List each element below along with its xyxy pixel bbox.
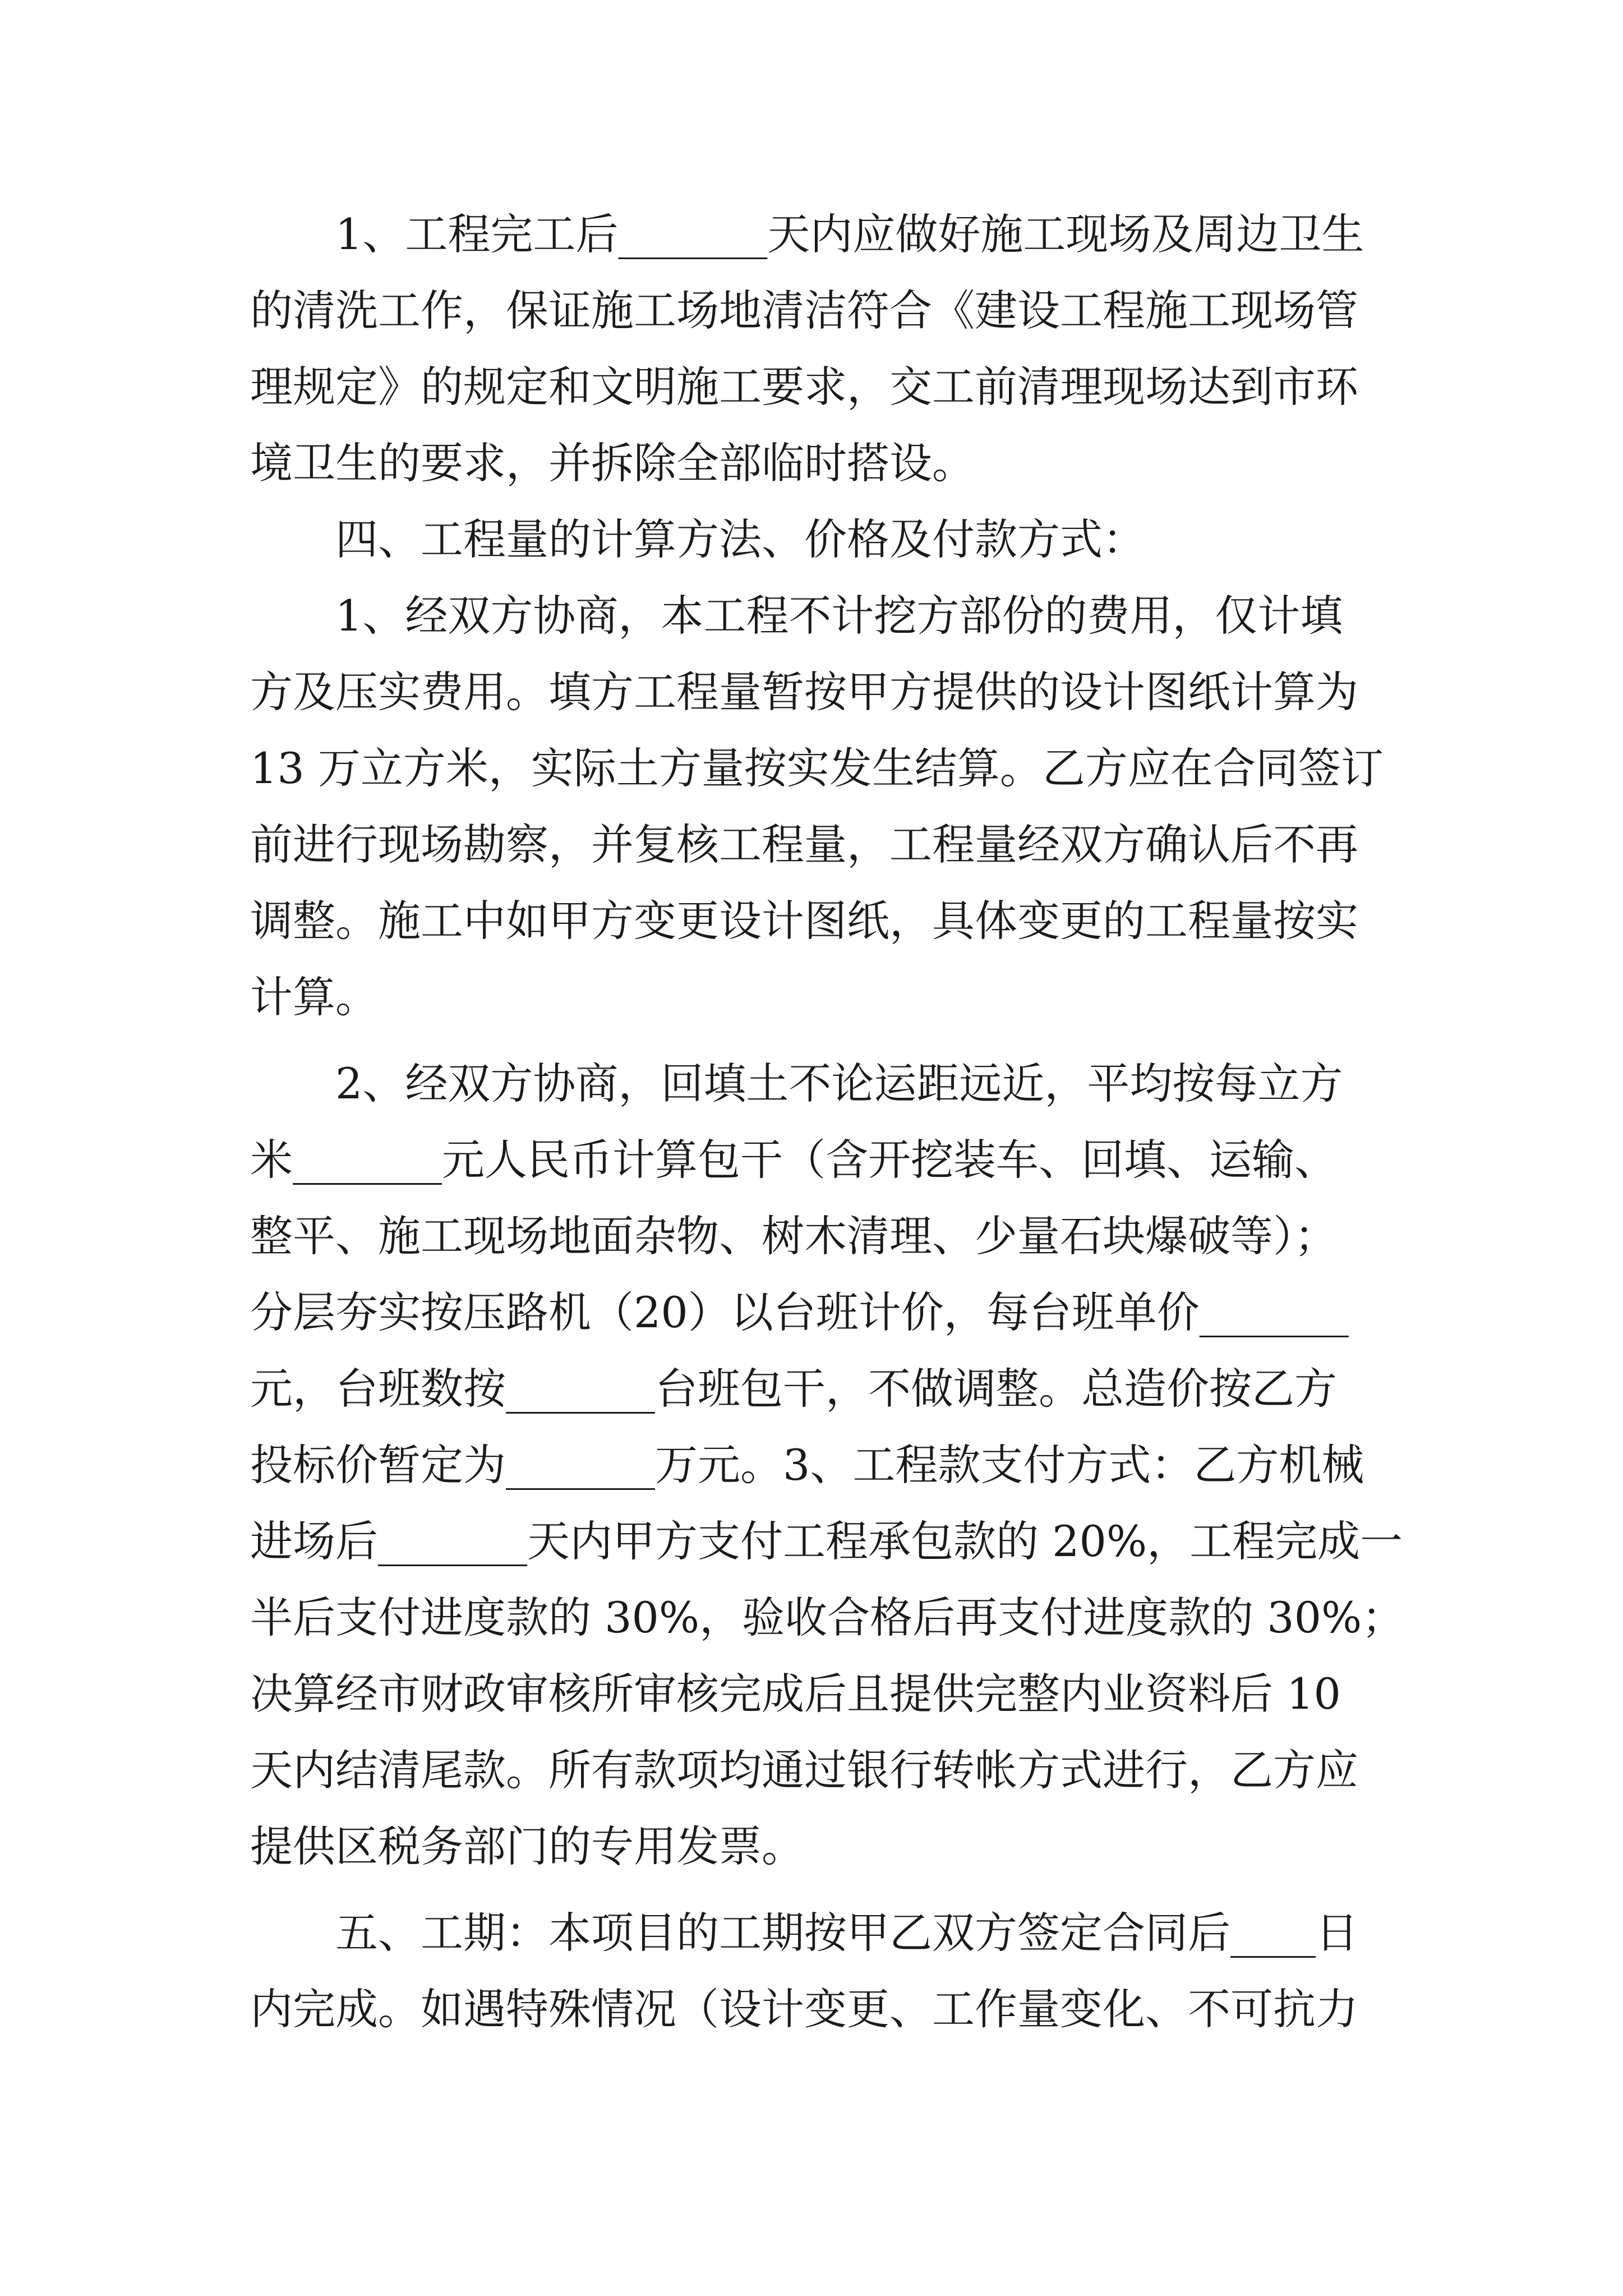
text-line: 境卫生的要求，并拆除全部临时搭设。 — [250, 438, 975, 488]
text-line: 的清洗工作，保证施工场地清洁符合《建设工程施工现场管 — [250, 286, 1358, 335]
text-line: 前进行现场勘察，并复核工程量，工程量经双方确认后不再 — [250, 820, 1358, 869]
text-line: 13 万立方米，实际土方量按实发生结算。乙方应在合同签订 — [250, 743, 1384, 793]
text-line: 整平、施工现场地面杂物、树木清理、少量石块爆破等）； — [250, 1211, 1337, 1261]
paragraph-quantity-calc — [250, 578, 1394, 1036]
paragraph-gap — [250, 1885, 1394, 1895]
text-line: 1、经双方协商，本工程不计挖方部份的费用，仅计填 — [335, 591, 1343, 641]
section-heading-quantity — [250, 501, 1394, 578]
text-line: 理规定》的规定和文明施工要求，交工前清理现场达到市环 — [250, 362, 1358, 412]
text-line: 1、工程完工后_______天内应做好施工现场及周边卫生 — [335, 209, 1364, 259]
paragraph-gap — [250, 1036, 1394, 1046]
text-line: 内完成。如遇特殊情况（设计变更、工作量变化、不可抗力 — [250, 1984, 1358, 2034]
text-line: 提供区税务部门的专用发票。 — [250, 1821, 804, 1871]
text-line: 五、工期：本项目的工期按甲乙双方签定合同后____日 — [335, 1908, 1358, 1958]
text-line: 方及压实费用。填方工程量暂按甲方提供的设计图纸计算为 — [250, 667, 1358, 717]
text-line: 天内结清尾款。所有款项均通过银行转帐方式进行，乙方应 — [250, 1745, 1358, 1795]
text-line: 投标价暂定为_______万元。3、工程款支付方式：乙方机械 — [250, 1440, 1364, 1490]
text-line: 决算经市财政审核所审核完成后且提供完整内业资料后 10 — [250, 1669, 1341, 1719]
paragraph-pricing-payment — [250, 1046, 1405, 1885]
text-line: 半后支付进度款的 30%，验收合格后再支付进度款的 30%； — [250, 1593, 1405, 1642]
text-line: 进场后_______天内甲方支付工程承包款的 20%，工程完成一 — [250, 1516, 1403, 1566]
heading-line: 四、工程量的计算方法、价格及付款方式： — [335, 514, 1145, 564]
text-line: 调整。施工中如甲方变更设计图纸，具体变更的工程量按实 — [250, 896, 1358, 946]
paragraph-schedule — [250, 1895, 1394, 2047]
text-line: 计算。 — [250, 972, 378, 1022]
text-line: 米_______元人民币计算包干（含开挖装车、回填、运输、 — [250, 1135, 1337, 1185]
text-line: 元，台班数按_______台班包干，不做调整。总造价按乙方 — [250, 1364, 1337, 1414]
paragraph-cleanup — [250, 196, 1394, 501]
text-line: 2、经双方协商，回填土不论运距远近，平均按每立方 — [335, 1059, 1343, 1108]
document-body — [250, 196, 1405, 2047]
text-line: 分层夯实按压路机（20）以台班计价，每台班单价_______ — [250, 1287, 1349, 1337]
